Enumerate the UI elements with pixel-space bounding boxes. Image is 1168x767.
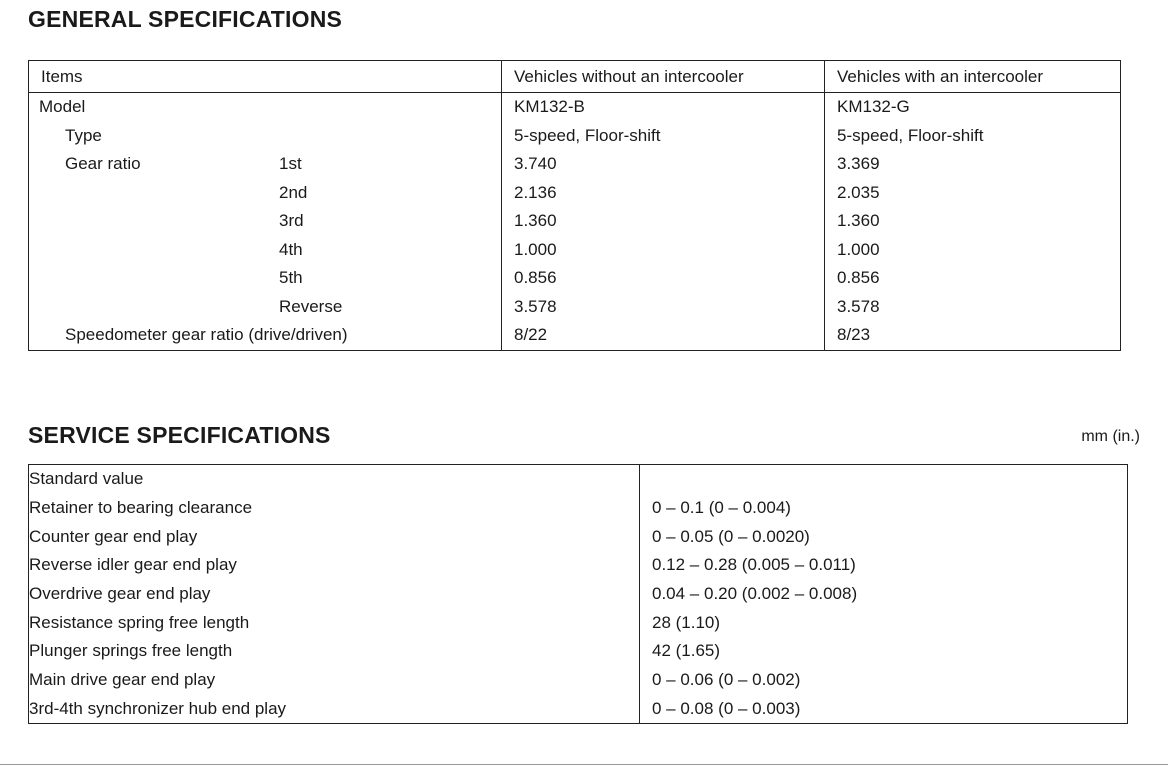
value-with-intercooler: 5-speed, Floor-shift [837,125,984,145]
gear-label: Reverse [279,296,343,316]
table-header-row [29,61,1121,93]
value-with-intercooler: 0.856 [837,268,880,288]
service-item-value: 42 (1.65) [652,641,721,661]
table-row [29,695,1128,724]
value-without-intercooler: 3.578 [502,293,825,322]
table-row [29,150,1121,179]
table-row [29,93,1121,122]
spec-item-cell [29,321,502,350]
value-with-intercooler: 1.000 [837,239,880,259]
gear-label: 4th [279,239,303,259]
service-item-label: Retainer to bearing clearance [29,494,640,523]
service-specifications-title: SERVICE SPECIFICATIONS [28,422,331,448]
spec-item-cell [29,93,502,122]
value-with-intercooler: 2.035 [837,182,880,202]
service-item-value: 0 – 0.05 (0 – 0.0020) [652,526,810,546]
table-row [29,321,1121,350]
spec-item-cell [29,236,502,265]
spec-item-cell [29,293,502,322]
spec-item-label: Type [65,125,102,145]
table-row [29,122,1121,151]
spec-item-label: Speedometer gear ratio (drive/driven) [65,325,348,345]
table-row [29,179,1121,208]
service-item-label: Overdrive gear end play [29,580,640,609]
value-without-intercooler: 1.360 [502,207,825,236]
service-item-value: 0.12 – 0.28 (0.005 – 0.011) [652,555,856,575]
service-specifications-table [28,464,1128,724]
service-item-value: 0 – 0.06 (0 – 0.002) [652,670,801,690]
gear-label: 1st [279,154,302,174]
value-without-intercooler: KM132-B [502,93,825,122]
service-item-label: Reverse idler gear end play [29,551,640,580]
value-without-intercooler: 2.136 [502,179,825,208]
service-item-value: 0 – 0.1 (0 – 0.004) [652,498,791,518]
gear-label: 5th [279,268,303,288]
table-row [29,236,1121,265]
value-with-intercooler: 1.360 [837,211,880,231]
gear-label: 3rd [279,211,304,231]
service-item-value: 0 – 0.08 (0 – 0.003) [652,698,801,718]
service-item-label: Resistance spring free length [29,608,640,637]
table-row [29,293,1121,322]
table-row [29,608,1128,637]
service-item-label: 3rd-4th synchronizer hub end play [29,695,640,724]
value-without-intercooler: 0.856 [502,264,825,293]
table-row [29,494,1128,523]
table-row [29,551,1128,580]
spec-item-cell [29,179,502,208]
general-specifications-title: GENERAL SPECIFICATIONS [28,6,343,32]
header-without-intercooler: Vehicles without an intercooler [502,61,825,93]
table-row [29,666,1128,695]
spec-item-cell [29,264,502,293]
value-without-intercooler: 5-speed, Floor-shift [502,122,825,151]
spec-item-label: Model [39,97,86,117]
service-item-value: 0.04 – 0.20 (0.002 – 0.008) [652,584,858,604]
value-with-intercooler: KM132-G [837,97,910,117]
spec-item-cell [29,150,502,179]
service-item-value: 28 (1.10) [652,612,721,632]
spec-item-cell [29,122,502,151]
table-row [29,207,1121,236]
value-with-intercooler: 8/23 [837,325,871,345]
table-row [29,580,1128,609]
service-item-label: Standard value [29,465,640,494]
table-row [29,465,1128,494]
value-with-intercooler: 3.369 [837,154,880,174]
service-item-label: Main drive gear end play [29,666,640,695]
value-without-intercooler: 1.000 [502,236,825,265]
table-row [29,264,1121,293]
general-specifications-table [28,60,1121,351]
value-without-intercooler: 3.740 [502,150,825,179]
unit-label: mm (in.) [1081,428,1140,445]
spec-item-cell [29,207,502,236]
header-items: Items [29,61,502,93]
table-row [29,522,1128,551]
header-with-intercooler: Vehicles with an intercooler [825,61,1121,93]
value-without-intercooler: 8/22 [502,321,825,350]
service-item-value [640,465,1128,494]
value-with-intercooler: 3.578 [837,296,880,316]
service-item-label: Counter gear end play [29,522,640,551]
gear-label: 2nd [279,182,308,202]
table-row [29,637,1128,666]
service-item-label: Plunger springs free length [29,637,640,666]
spec-item-label: Gear ratio [65,154,141,174]
page-divider [0,764,1168,765]
